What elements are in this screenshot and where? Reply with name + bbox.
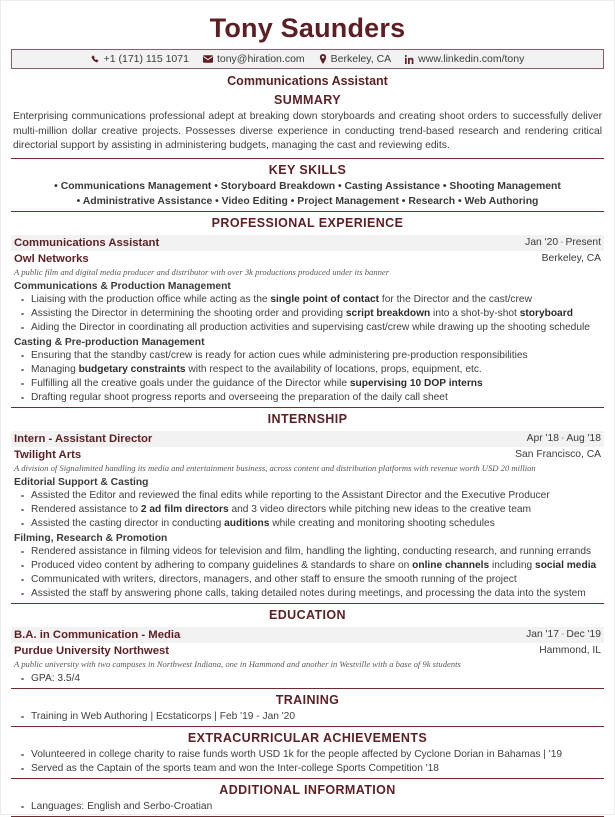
divider — [11, 603, 604, 604]
divider — [11, 816, 604, 817]
entry-date-start: Apr '18 — [526, 433, 559, 444]
section-title-internship: INTERNSHIP — [267, 411, 348, 426]
entry-date-end: Present — [565, 237, 601, 248]
bullet-list — [11, 709, 604, 724]
list-item: Assisted the casting director in conducting auditions while creating and monitoring shooting schedules — [14, 517, 601, 531]
entry-location: San Francisco, CA — [515, 449, 601, 460]
key-skills-line-1: • Communications Management • Storyboard Breakdown • Casting Assistance • Shooting Management — [54, 180, 561, 192]
internship-entry — [11, 431, 604, 601]
entry-dates: Jan '20 - Present — [525, 237, 601, 248]
list-item: Assisted the Editor and reviewed the final edits while reporting to the Assistant Director and the Executive Producer — [14, 489, 601, 503]
email-icon — [203, 55, 213, 63]
entry-description: A division of Signalimited handling its media and entertainment business, across content and distribution platforms with revenue worth USD 20 million — [14, 462, 536, 473]
entry-organization: Owl Networks — [14, 252, 89, 265]
entry-description: A public film and digital media producer and distributor with over 3k productions produced under its banner — [14, 266, 390, 277]
entry-subheader — [11, 447, 604, 461]
entry-header — [11, 627, 604, 643]
phone-icon — [91, 55, 100, 64]
list-item: Assisting the Director in determining the shooting order and providing script breakdown into a shot-by-shot storyboard — [14, 307, 601, 321]
contact-email[interactable] — [203, 53, 305, 65]
list-item: Volunteered in college charity to raise funds worth USD 1k for the people affected by Cyclone Dorian in Bahamas | '19 — [14, 748, 601, 762]
header-job-title: Communications Assistant — [227, 74, 388, 88]
linkedin-icon — [405, 55, 414, 64]
list-item: Produced video content by adhering to company guidelines & standards to share on online channels including social media — [14, 559, 601, 573]
bullet-group-heading: Casting & Pre-production Management — [14, 336, 205, 348]
bullet-group-heading: Editorial Support & Casting — [14, 476, 149, 488]
section-title-summary: SUMMARY — [274, 93, 341, 107]
divider — [11, 407, 604, 408]
summary-text: Enterprising communications professional adept at breaking down storyboards and creating shoot orders to successfully deliver multi-million dollar creative projects. Possesses diverse experience in conducting trend-based research and rendering critical directorial support by assisting in administering budgets, managing the cast and reviewing edits. — [13, 111, 602, 151]
entry-location: Hammond, IL — [539, 645, 601, 656]
key-skills-line-2: • Administrative Assistance • Video Editing • Project Management • Research • Web Authoring — [76, 195, 539, 207]
divider — [11, 778, 604, 779]
entry-role: Communications Assistant — [14, 236, 160, 249]
entry-header — [11, 235, 604, 251]
section-title-extracurricular: EXTRACURRICULAR ACHIEVEMENTS — [187, 730, 428, 745]
entry-header — [11, 431, 604, 447]
bullet-list — [11, 799, 604, 814]
contact-location[interactable] — [319, 53, 392, 65]
entry-description: A public university with two campuses in Northwest Indiana, one in Hammond and another in Westville with a base of 9k students — [14, 658, 461, 669]
entry-date-end: Aug '18 — [566, 433, 601, 444]
location-pin-icon — [319, 54, 327, 64]
entry-dates: Jan '17 - Dec '19 — [526, 629, 601, 640]
contact-linkedin-value: www.linkedin.com/tony — [418, 53, 525, 65]
education-degree: B.A. in Communication - Media — [14, 628, 181, 641]
list-item: Ensuring that the standby cast/crew is ready for action cues while administering pre-production responsibilities — [14, 349, 601, 363]
bullet-list — [11, 747, 604, 776]
divider — [11, 688, 604, 689]
contact-email-value: tony@hiration.com — [216, 53, 305, 65]
education-entry — [11, 627, 604, 686]
list-item: Rendered assistance to 2 ad film directors and 3 video directors while pitching new ideas to the creative team — [14, 503, 601, 517]
entry-dates: Apr '18 - Aug '18 — [526, 433, 601, 444]
entry-subheader — [11, 251, 604, 265]
page-title: Tony Saunders — [209, 13, 406, 43]
list-item: Assisted the staff by answering phone calls, taking detailed notes during meetings, and processing the data into the system — [14, 587, 601, 601]
bullet-list — [11, 292, 604, 335]
bullet-list — [11, 488, 604, 531]
entry-date-start: Jan '17 — [526, 629, 559, 640]
section-title-additional-information: ADDITIONAL INFORMATION — [219, 782, 396, 797]
section-title-education: EDUCATION — [269, 607, 346, 622]
section-title-training: TRAINING — [275, 692, 340, 707]
bullet-list — [11, 544, 604, 601]
entry-subheader — [11, 643, 604, 657]
divider — [11, 211, 604, 212]
experience-entry — [11, 235, 604, 405]
list-item: Served as the Captain of the sports team and won the Inter-college Sports Competition '18 — [14, 762, 601, 776]
divider — [11, 158, 604, 159]
contact-phone[interactable] — [91, 53, 189, 65]
contact-location-value: Berkeley, CA — [330, 53, 392, 65]
entry-role: Intern - Assistant Director — [14, 432, 153, 445]
contact-linkedin[interactable] — [405, 53, 524, 65]
list-item: Languages: English and Serbo-Croatian — [14, 800, 601, 814]
list-item: GPA: 3.5/4 — [14, 672, 601, 686]
contact-phone-value: +1 (171) 115 1071 — [103, 53, 189, 65]
education-school: Purdue University Northwest — [14, 644, 170, 657]
divider — [11, 726, 604, 727]
bullet-group-heading: Filming, Research & Promotion — [14, 532, 168, 544]
section-title-professional-experience: PROFESSIONAL EXPERIENCE — [211, 215, 404, 230]
list-item: Communicated with writers, directors, managers, and other staff to ensure the smooth running of the project — [14, 573, 601, 587]
contact-bar — [11, 49, 604, 69]
list-item: Liaising with the production office while acting as the single point of contact for the Director and the cast/crew — [14, 293, 601, 307]
bullet-list — [11, 671, 604, 686]
entry-location: Berkeley, CA — [541, 253, 601, 264]
list-item: Fulfilling all the creative goals under the guidance of the Director while supervising 10 DOP interns — [14, 377, 601, 391]
entry-organization: Twilight Arts — [14, 448, 82, 461]
bullet-group-heading: Communications & Production Management — [14, 280, 231, 292]
entry-date-start: Jan '20 — [525, 237, 559, 248]
list-item: Managing budgetary constraints with respect to the availability of locations, props, equipment, etc. — [14, 363, 601, 377]
list-item: Rendered assistance in filming videos for television and film, handling the lighting, conducting research, and running errands — [14, 545, 601, 559]
list-item: Training in Web Authoring | Ecstaticorps | Feb '19 - Jan '20 — [14, 710, 601, 724]
section-title-key-skills: KEY SKILLS — [268, 162, 347, 177]
list-item: Aiding the Director in coordinating all production activities and supervising cast/crew while drawing up the shooting schedule — [14, 321, 601, 335]
list-item: Drafting regular shoot progress reports and overseeing the preparation of the daily call sheet — [14, 391, 601, 405]
bullet-list — [11, 348, 604, 405]
entry-date-end: Dec '19 — [566, 629, 601, 640]
